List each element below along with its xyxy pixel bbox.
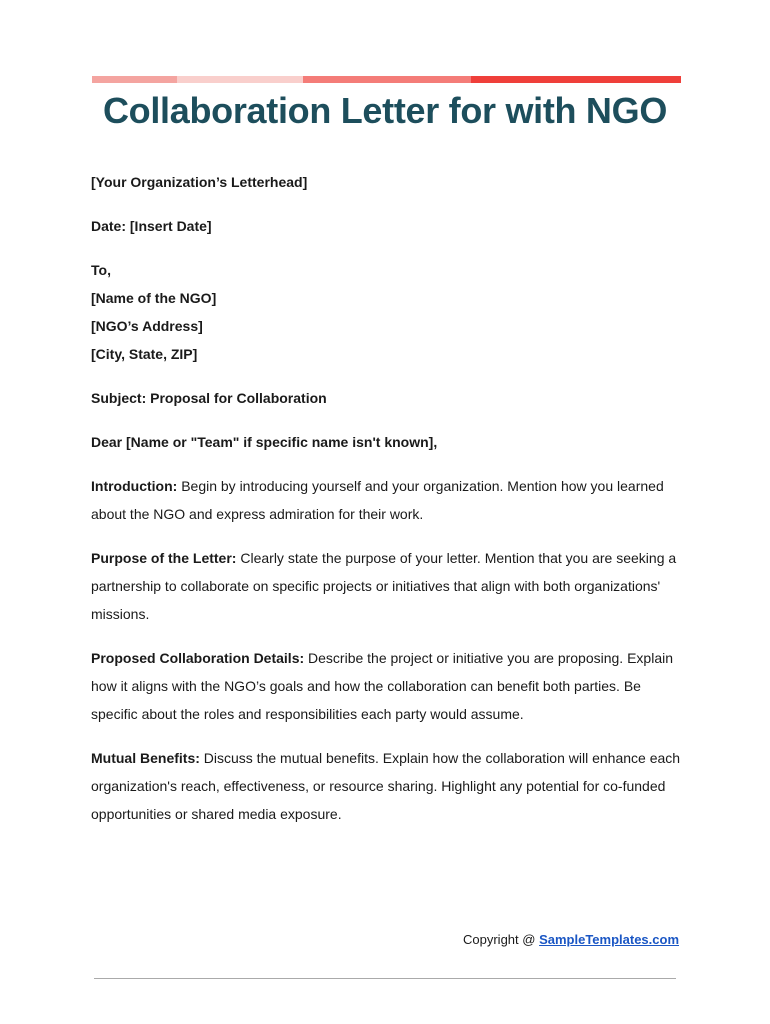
section-label: Mutual Benefits: (91, 750, 200, 766)
letter-body (91, 168, 691, 828)
accent-bar-segment-2 (177, 76, 303, 83)
subject-label: Subject: (91, 390, 147, 406)
section-label: Proposed Collaboration Details: (91, 650, 305, 666)
footer-divider (94, 978, 676, 979)
section-proposed-details (91, 644, 681, 728)
salutation: Dear [Name or "Team" if specific name isn't known], (91, 434, 438, 450)
document-title: Collaboration Letter for with NGO (102, 90, 668, 131)
date-line: Date: [Insert Date] (91, 218, 212, 234)
recipient-city: [City, State, ZIP] (91, 346, 198, 362)
section-introduction (91, 472, 681, 528)
copyright-prefix: Copyright @ (463, 932, 536, 947)
copyright-footer (463, 932, 679, 947)
subject-text: Proposal for Collaboration (150, 390, 327, 406)
recipient-name: [Name of the NGO] (91, 290, 217, 306)
section-mutual-benefits (91, 744, 681, 828)
accent-bar-segment-3 (303, 76, 471, 83)
section-text: Clearly state the purpose of your letter. Mention that you are seeking a partnership to collaborate on specific projects or initiatives that align with both organizations' missions. (91, 550, 677, 622)
section-text: Begin by introducing yourself and your organization. Mention how you learned about the NGO and express admiration for their work. (91, 478, 664, 522)
letterhead-placeholder: [Your Organization’s Letterhead] (91, 174, 308, 190)
recipient-address: [NGO’s Address] (91, 318, 203, 334)
sampletemplates-link[interactable]: SampleTemplates.com (539, 932, 679, 947)
to-line: To, (91, 262, 111, 278)
section-text: Discuss the mutual benefits. Explain how the collaboration will enhance each organization's reach, effectiveness, or resource sharing. Highlight any potential for co-funded opportunities or shared media exposure. (91, 750, 681, 822)
subject-line (91, 384, 691, 412)
section-purpose (91, 544, 681, 628)
accent-bar-segment-1 (92, 76, 177, 83)
section-label: Purpose of the Letter: (91, 550, 237, 566)
section-label: Introduction: (91, 478, 178, 494)
accent-bar-segment-4 (471, 76, 681, 83)
header-accent-bar (92, 76, 681, 83)
section-text: Describe the project or initiative you are proposing. Explain how it aligns with the NGO’s goals and how the collaboration can benefit both parties. Be specific about the roles and responsibilities each party would assume. (91, 650, 674, 722)
